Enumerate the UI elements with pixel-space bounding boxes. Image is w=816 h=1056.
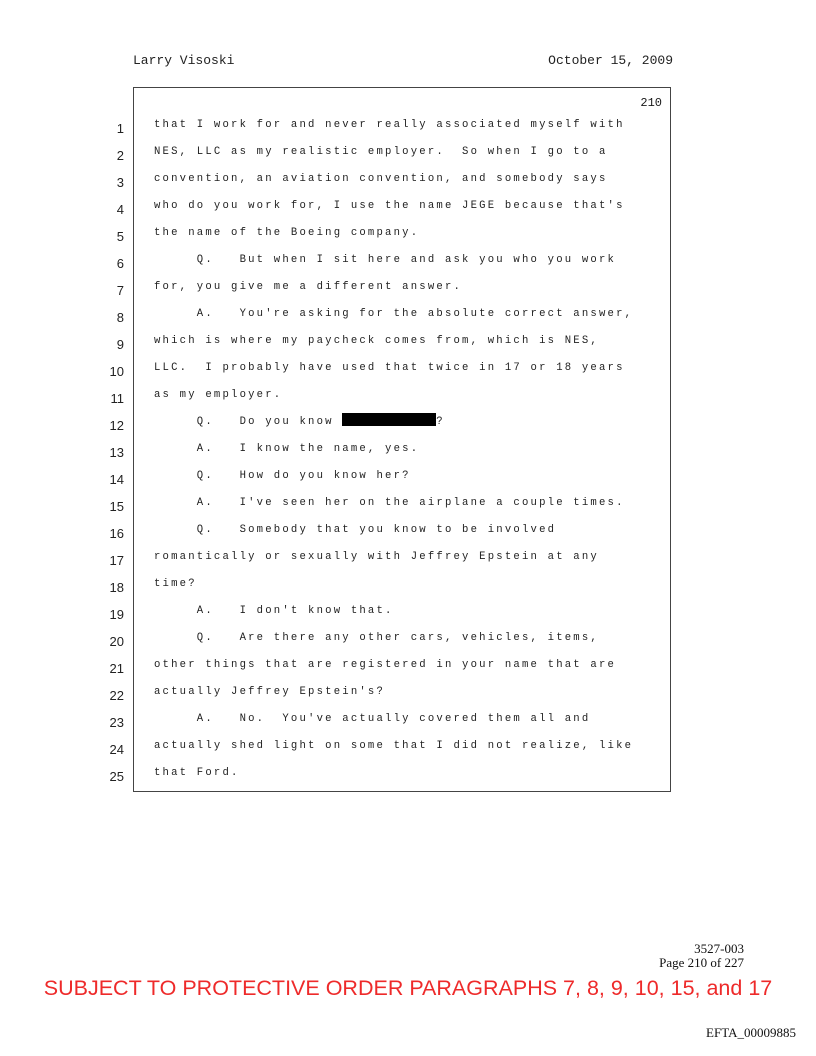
line-number: 19 [109, 607, 124, 622]
transcript-line: A. I've seen her on the airplane a couple times. [154, 497, 625, 509]
document-id: 3527-003 [694, 941, 744, 956]
line-number: 8 [116, 310, 124, 325]
redaction-box [342, 413, 436, 426]
transcript-line: the name of the Boeing company. [154, 227, 420, 239]
line-number: 6 [116, 256, 124, 271]
line-number: 1 [116, 121, 124, 136]
transcript-line: A. I know the name, yes. [154, 443, 420, 455]
line-number: 20 [109, 634, 124, 649]
line-number: 5 [116, 229, 124, 244]
transcript-line: Q. Are there any other cars, vehicles, items, [154, 632, 599, 644]
transcript-line-tail: ? [436, 416, 445, 428]
line-number: 13 [109, 445, 124, 460]
transcript-line: time? [154, 578, 197, 590]
page-of-total: Page 210 of 227 [659, 955, 744, 970]
transcript-line-redacted [154, 409, 668, 436]
line-number: 15 [109, 499, 124, 514]
witness-name: Larry Visoski [133, 53, 235, 68]
transcript-text [154, 112, 668, 787]
transcript-line: for, you give me a different answer. [154, 281, 463, 293]
transcript-line: Q. How do you know her? [154, 470, 411, 482]
bates-number: EFTA_00009885 [706, 1025, 796, 1040]
line-number: 21 [109, 661, 124, 676]
transcript-line: NES, LLC as my realistic employer. So when I go to a [154, 146, 608, 158]
line-number: 10 [109, 364, 124, 379]
transcript-line: A. I don't know that. [154, 605, 394, 617]
transcript-line: that I work for and never really associated myself with [154, 119, 625, 131]
line-number: 3 [116, 175, 124, 190]
line-number-column [96, 115, 124, 790]
deposition-date: October 15, 2009 [548, 53, 673, 68]
transcript-line: A. You're asking for the absolute correct answer, [154, 308, 634, 320]
line-number: 23 [109, 715, 124, 730]
line-number: 4 [116, 202, 124, 217]
line-number: 25 [109, 769, 124, 784]
transcript-line-text: Q. Do you know [154, 416, 343, 428]
protective-order-notice: SUBJECT TO PROTECTIVE ORDER PARAGRAPHS 7, 8, 9, 10, 15, and 17 [43, 976, 773, 1000]
line-number: 11 [110, 391, 124, 406]
line-number: 17 [109, 553, 124, 568]
transcript-line: A. No. You've actually covered them all and [154, 713, 591, 725]
line-number: 18 [109, 580, 124, 595]
transcript-line: Q. Somebody that you know to be involved [154, 524, 557, 536]
transcript-line: Q. But when I sit here and ask you who you work [154, 254, 617, 266]
document-id-block [659, 942, 744, 970]
line-number: 7 [116, 283, 124, 298]
line-number: 2 [116, 148, 124, 163]
transcript-line: actually shed light on some that I did not realize, like [154, 740, 634, 752]
line-number: 24 [109, 742, 124, 757]
transcript-line: LLC. I probably have used that twice in 17 or 18 years [154, 362, 625, 374]
transcript-line: actually Jeffrey Epstein's? [154, 686, 386, 698]
line-number: 16 [109, 526, 124, 541]
transcript-line: romantically or sexually with Jeffrey Epstein at any [154, 551, 599, 563]
transcript-line: as my employer. [154, 389, 283, 401]
transcript-line: other things that are registered in your name that are [154, 659, 617, 671]
line-number: 9 [116, 337, 124, 352]
transcript-line: which is where my paycheck comes from, which is NES, [154, 335, 599, 347]
line-number: 12 [109, 418, 124, 433]
line-number: 14 [109, 472, 124, 487]
transcript-line: that Ford. [154, 767, 240, 779]
transcript-line: who do you work for, I use the name JEGE because that's [154, 200, 625, 212]
line-number: 22 [109, 688, 124, 703]
transcript-line: convention, an aviation convention, and somebody says [154, 173, 608, 185]
transcript-page-number: 210 [640, 96, 662, 110]
